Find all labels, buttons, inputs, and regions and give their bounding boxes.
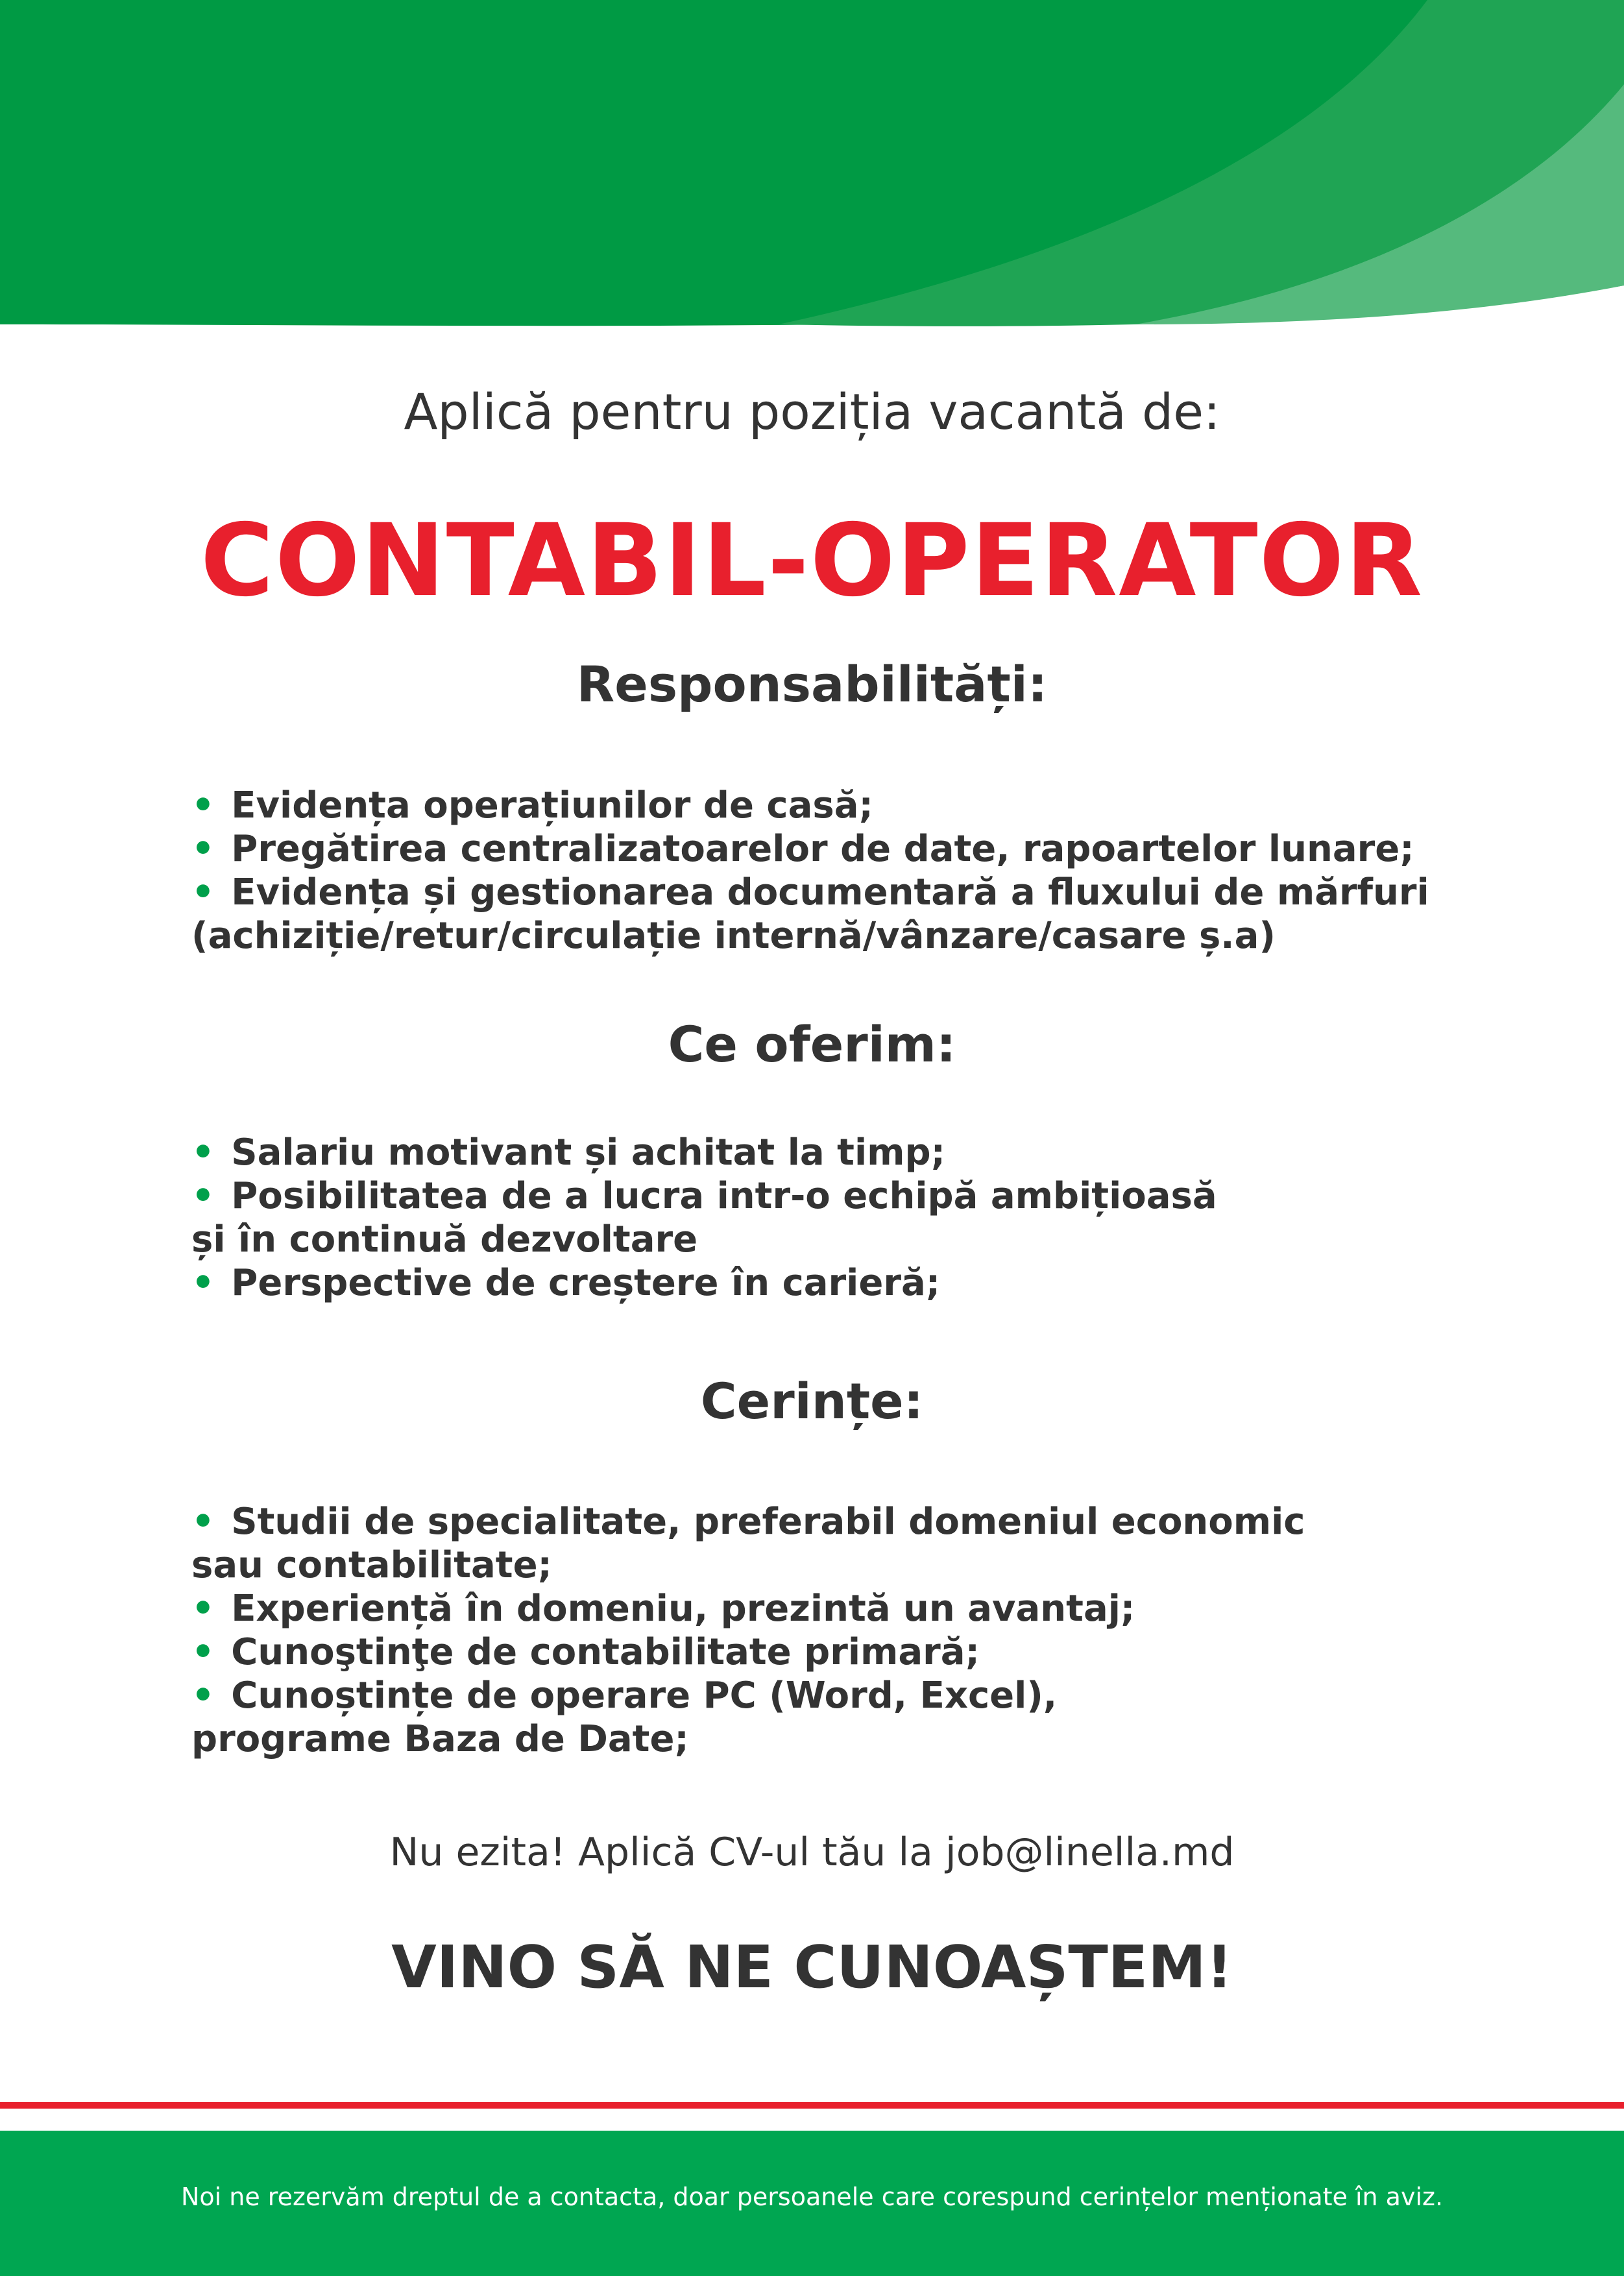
- bullet-icon: •: [191, 1175, 215, 1217]
- requirements-list: [191, 1500, 1502, 1761]
- responsibilities-list: [191, 784, 1502, 958]
- list-item: • Experiență în domeniu, prezintă un avantaj;: [191, 1588, 1135, 1630]
- list-item: • Perspective de creștere în carieră;: [191, 1262, 941, 1304]
- list-item: • Cunoștințe de operare PC (Word, Excel),: [191, 1675, 1058, 1717]
- apply-cta-text: Nu ezita! Aplică CV-ul tău la job@linella.md: [389, 1830, 1235, 1875]
- list-item: • Salariu motivant și achitat la timp;: [191, 1132, 945, 1174]
- list-item: • Pregătirea centralizatoarelor de date, rapoartelor lunare;: [191, 828, 1414, 870]
- requirements-heading: Cerințe:: [700, 1372, 924, 1430]
- responsibilities-heading: Responsabilități:: [576, 655, 1048, 713]
- bullet-icon: •: [191, 1262, 215, 1304]
- offer-heading: Ce oferim:: [668, 1015, 956, 1073]
- footer-bar: [0, 2131, 1624, 2276]
- bullet-icon: •: [191, 1631, 215, 1673]
- bullet-icon: •: [191, 1501, 215, 1543]
- bullet-icon: •: [191, 871, 215, 914]
- header-wave-decoration: [0, 0, 1624, 337]
- list-item: sau contabilitate;: [191, 1544, 552, 1586]
- bullet-icon: •: [191, 1132, 215, 1174]
- list-item: și în continuă dezvoltare: [191, 1218, 698, 1261]
- offer-list: [191, 1131, 1502, 1305]
- list-item: (achiziție/retur/circulație internă/vânzare/casare ș.a): [191, 915, 1276, 957]
- list-item: • Cunoştinţe de contabilitate primară;: [191, 1631, 980, 1673]
- intro-text: Aplică pentru poziția vacantă de:: [404, 383, 1220, 441]
- list-item: • Posibilitatea de a lucra intr-o echipă ambițioasă: [191, 1175, 1217, 1217]
- footer-divider: [0, 2102, 1624, 2109]
- list-item: programe Baza de Date;: [191, 1718, 689, 1760]
- list-item: • Evidența și gestionarea documentară a fluxului de mărfuri: [191, 871, 1429, 914]
- list-item: • Evidența operațiunilor de casă;: [191, 784, 873, 827]
- bullet-icon: •: [191, 784, 215, 827]
- list-item: • Studii de specialitate, preferabil domeniul economic: [191, 1501, 1305, 1543]
- footer-disclaimer: Noi ne rezervăm dreptul de a contacta, doar persoanele care corespund cerințelor menționate în aviz.: [180, 2183, 1444, 2211]
- slogan: VINO SĂ NE CUNOAȘTEM!: [391, 1933, 1233, 2002]
- bullet-icon: •: [191, 828, 215, 870]
- bullet-icon: •: [191, 1675, 215, 1717]
- job-title: CONTABIL-OPERATOR: [200, 503, 1424, 619]
- bullet-icon: •: [191, 1588, 215, 1630]
